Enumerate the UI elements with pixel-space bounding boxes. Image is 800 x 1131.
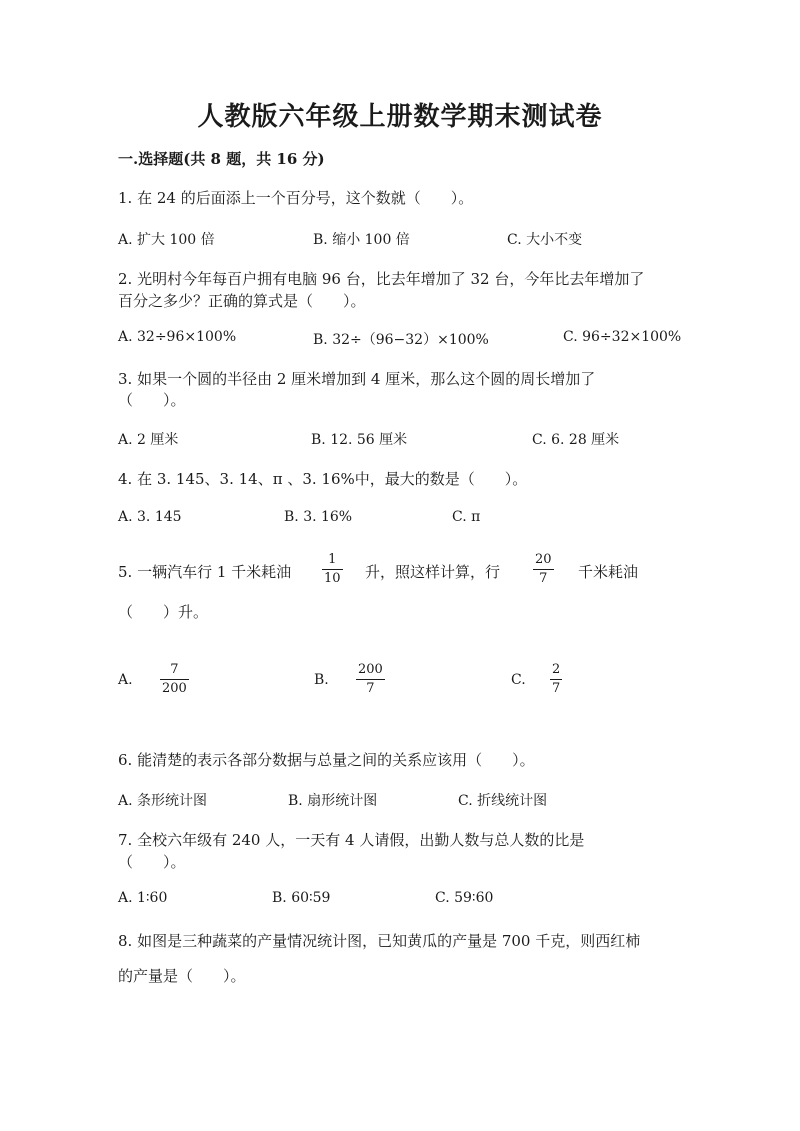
question-1-option-b: B. 缩小 100 倍 [313,232,410,248]
question-5-option-b-fraction [356,662,385,697]
question-5-option-b-label: B. [314,672,329,688]
question-4-option-a: A. 3. 145 [118,509,182,525]
question-2-option-b: B. 32÷（96−32）×100% [313,332,489,348]
question-4-option-c: C. π [452,509,481,525]
question-2-line2: 百分之多少？正确的算式是（ ）。 [118,292,366,310]
fraction-denominator: 7 [366,681,375,696]
question-1-option-a: A. 扩大 100 倍 [118,232,215,248]
question-4-option-b: B. 3. 16% [284,509,353,525]
fraction-1-10 [322,552,343,587]
question-7-line2: （ ）。 [118,853,186,871]
question-4-text: 4. 在 3. 145、3. 14、π 、3. 16%中，最大的数是（ ）。 [118,470,528,488]
fraction-denominator: 10 [324,571,341,586]
fraction-bar [322,569,343,570]
fraction-numerator: 1 [328,552,337,567]
question-6-option-b: B. 扇形统计图 [288,793,378,809]
question-5-part1: 5. 一辆汽车行 1 千米耗油 [118,563,292,581]
question-5-option-c-label: C. [511,672,526,688]
question-6-option-a: A. 条形统计图 [118,793,208,809]
question-6-text: 6. 能清楚的表示各部分数据与总量之间的关系应该用（ ）。 [118,751,535,769]
fraction-bar [160,679,189,680]
question-3-option-b: B. 12. 56 厘米 [311,432,408,448]
question-3-option-c: C. 6. 28 厘米 [532,432,620,448]
question-3-line2: （ ）。 [118,391,186,409]
question-2-option-a: A. 32÷96×100% [118,329,237,345]
question-5-part2: 升，照这样计算，行 [365,563,501,581]
fraction-denominator: 7 [552,681,561,696]
question-7-option-a: A. 1∶60 [118,890,168,906]
question-5-part3: 千米耗油 [578,563,639,581]
question-5-option-a-label: A. [118,672,133,688]
fraction-numerator: 200 [358,662,383,677]
question-6-option-c: C. 折线统计图 [458,793,548,809]
fraction-numerator: 2 [552,662,561,677]
question-3-line1: 3. 如果一个圆的半径由 2 厘米增加到 4 厘米，那么这个圆的周长增加了 [118,370,596,388]
fraction-bar [356,679,385,680]
question-5-option-c-fraction [550,662,562,697]
page-title: 人教版六年级上册数学期末测试卷 [197,102,603,132]
question-2-line1: 2. 光明村今年每百户拥有电脑 96 台，比去年增加了 32 台，今年比去年增加了 [118,270,645,288]
fraction-denominator: 7 [539,571,548,586]
question-1-option-c: C. 大小不变 [507,232,583,248]
fraction-numerator: 7 [170,662,179,677]
fraction-20-7 [533,552,554,587]
question-5-line2: （ ）升。 [118,603,209,621]
question-1-text: 1. 在 24 的后面添上一个百分号，这个数就（ ）。 [118,189,474,207]
section-heading: 一.选择题(共 8 题，共 16 分) [118,150,325,168]
question-7-option-b: B. 60∶59 [272,890,331,906]
question-2-option-c: C. 96÷32×100% [563,329,682,345]
question-7-option-c: C. 59∶60 [435,890,494,906]
question-8-line2: 的产量是（ ）。 [118,967,246,985]
question-5-option-a-fraction [160,662,189,697]
fraction-bar [533,569,554,570]
question-8-line1: 8. 如图是三种蔬菜的产量情况统计图，已知黄瓜的产量是 700 千克，则西红柿 [118,932,641,950]
question-3-option-a: A. 2 厘米 [118,432,179,448]
fraction-numerator: 20 [535,552,552,567]
question-7-line1: 7. 全校六年级有 240 人，一天有 4 人请假，出勤人数与总人数的比是 [118,831,585,849]
fraction-bar [550,679,562,680]
fraction-denominator: 200 [162,681,187,696]
